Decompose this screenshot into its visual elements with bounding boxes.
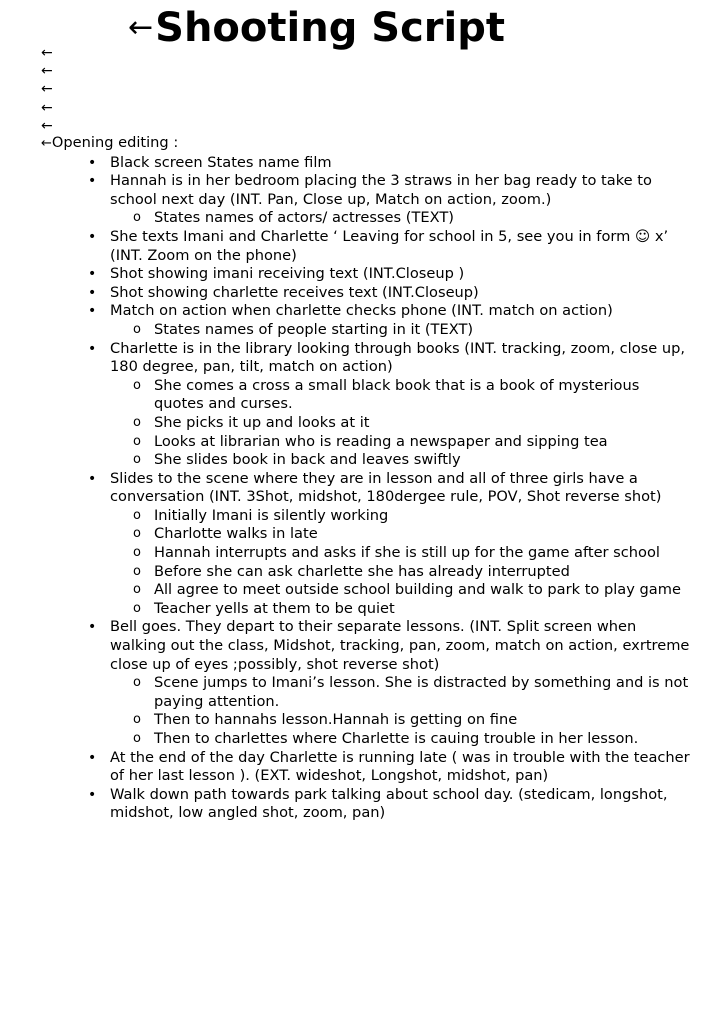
bullet-icon: • <box>88 303 97 320</box>
shot-item <box>41 618 691 748</box>
heading-text: Opening editing : <box>51 134 179 151</box>
sub-item <box>110 209 691 228</box>
shot-item <box>41 284 691 303</box>
sub-list <box>110 321 691 340</box>
sub-item <box>110 414 691 433</box>
sub-list <box>110 209 691 228</box>
bullet-icon: • <box>88 619 97 636</box>
shot-item-text: Shot showing imani receiving text (INT.Closeup ) <box>110 265 465 283</box>
shot-item <box>41 302 691 339</box>
sub-item <box>110 507 691 526</box>
sub-item-text: States names of people starting in it (TEXT) <box>154 320 474 338</box>
shot-item-text: Charlette is in the library looking through books (INT. tracking, zoom, close up, 180 degree, pan, tilt, match on action) <box>110 339 686 376</box>
left-arrow-icon: ← <box>41 136 52 151</box>
shot-item <box>41 786 691 823</box>
circle-bullet-icon: o <box>133 545 141 561</box>
circle-bullet-icon: o <box>133 675 141 691</box>
sub-item <box>110 581 691 600</box>
sub-item <box>110 711 691 730</box>
left-arrow-icon: ← <box>128 10 154 45</box>
shot-item <box>41 154 691 173</box>
sub-item-text: Initially Imani is silently working <box>154 506 389 524</box>
circle-bullet-icon: o <box>133 433 141 449</box>
circle-bullet-icon: o <box>133 321 141 337</box>
circle-bullet-icon: o <box>133 414 141 430</box>
left-arrow-icon: ← <box>41 81 53 98</box>
sub-item-text: All agree to meet outside school building and walk to park to play game <box>154 581 681 599</box>
circle-bullet-icon: o <box>133 210 141 226</box>
script-body <box>41 134 691 823</box>
sub-item-text: Then to hannahs lesson.Hannah is getting on fine <box>154 711 518 729</box>
shot-item-text: Match on action when charlette checks phone (INT. match on action) <box>110 302 613 320</box>
shot-item-text: Black screen States name film <box>110 153 332 171</box>
sub-item <box>110 600 691 619</box>
sub-item-text: She picks it up and looks at it <box>154 413 370 431</box>
sub-item-text: States names of actors/ actresses (TEXT) <box>154 209 454 227</box>
bullet-icon: • <box>88 470 97 487</box>
shot-item <box>41 172 691 228</box>
sub-item <box>110 433 691 452</box>
circle-bullet-icon: o <box>133 582 141 598</box>
circle-bullet-icon: o <box>133 377 141 393</box>
bullet-icon: • <box>88 173 97 190</box>
circle-bullet-icon: o <box>133 507 141 523</box>
shot-item-text: Hannah is in her bedroom placing the 3 straws in her bag ready to take to school next day (INT. Pan, Close up, Match on action, zoom.) <box>110 172 652 208</box>
sub-item <box>110 451 691 470</box>
sub-item-text: Charlotte walks in late <box>154 525 318 543</box>
sub-item <box>110 563 691 582</box>
circle-bullet-icon: o <box>133 712 141 728</box>
sub-item-text: Then to charlettes where Charlette is cauing trouble in her lesson. <box>154 730 639 747</box>
bullet-icon: • <box>88 284 97 301</box>
shot-item-text: At the end of the day Charlette is running late ( was in trouble with the teacher of her last lesson ). (EXT. wideshot, Longshot, midshot, pan) <box>110 748 690 785</box>
title-text: Shooting Script <box>155 5 505 51</box>
shot-item-text: Shot showing charlette receives text (INT.Closeup) <box>110 283 479 301</box>
left-arrow-icon: ← <box>41 99 53 116</box>
shot-item <box>41 340 691 470</box>
shot-item-text: Bell goes. They depart to their separate lessons. (INT. Split screen when walking out the class, Midshot, tracking, pan, zoom, match on action, exrtreme close up of eyes ;possibly, shot reverse shot) <box>110 618 690 673</box>
bullet-icon: • <box>88 749 97 766</box>
sub-list <box>110 507 691 619</box>
shot-item <box>41 470 691 619</box>
shot-item <box>41 265 691 284</box>
circle-bullet-icon: o <box>133 526 141 542</box>
sub-item <box>110 674 691 711</box>
bullet-icon: • <box>88 154 97 171</box>
circle-bullet-icon: o <box>133 452 141 468</box>
left-arrow-icon: ← <box>41 45 53 61</box>
shot-item-text: Slides to the scene where they are in lesson and all of three girls have a conversation (INT. 3Shot, midshot, 180dergee rule, POV, Shot reverse shot) <box>110 469 662 506</box>
document-title <box>128 2 505 54</box>
sub-list <box>110 674 691 748</box>
circle-bullet-icon: o <box>133 563 141 579</box>
shot-item <box>41 228 691 265</box>
sub-item <box>110 377 691 414</box>
sub-item-text: Before she can ask charlette she has already interrupted <box>154 562 570 580</box>
shot-item-text: Walk down path towards park talking about school day. (stedicam, longshot, midshot, low angled shot, zoom, pan) <box>110 785 668 822</box>
left-arrow-icon: ← <box>41 63 53 80</box>
shot-item <box>41 749 691 786</box>
sub-item <box>110 525 691 544</box>
bullet-icon: • <box>88 786 97 803</box>
sub-item-text: She slides book in back and leaves swiftly <box>154 451 461 469</box>
bullet-icon: • <box>88 340 97 357</box>
circle-bullet-icon: o <box>133 731 141 746</box>
left-arrow-icon: ← <box>41 117 53 134</box>
sub-item-text: Teacher yells at them to be quiet <box>154 599 395 617</box>
sub-list <box>110 377 691 470</box>
bullet-icon: • <box>88 228 97 245</box>
empty-paragraph-marks <box>41 44 53 135</box>
section-heading <box>41 134 691 154</box>
circle-bullet-icon: o <box>133 600 141 616</box>
sub-item-text: Scene jumps to Imani’s lesson. She is distracted by something and is not paying attention. <box>154 674 689 710</box>
sub-item <box>110 321 691 340</box>
sub-item <box>110 544 691 563</box>
sub-item-text: Looks at librarian who is reading a newspaper and sipping tea <box>154 432 608 450</box>
bullet-icon: • <box>88 266 97 283</box>
sub-item-text: Hannah interrupts and asks if she is still up for the game after school <box>154 544 660 562</box>
shot-item-text: She texts Imani and Charlette ‘ Leaving for school in 5, see you in form ☺ x’ (INT. Zoom on the phone) <box>110 227 669 264</box>
sub-item-text: She comes a cross a small black book that is a book of mysterious quotes and curses. <box>154 376 640 413</box>
shot-list <box>41 154 691 823</box>
sub-item <box>110 730 691 749</box>
